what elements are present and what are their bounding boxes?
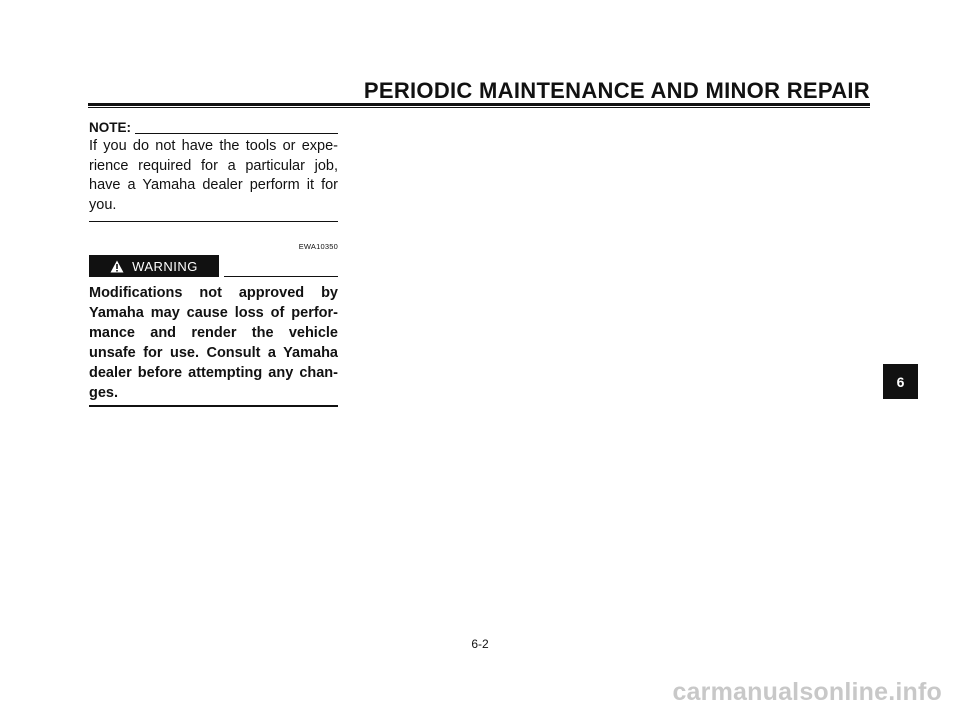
warning-badge-label: WARNING	[132, 258, 198, 274]
warning-code: EWA10350	[298, 242, 338, 251]
warning-line: mance and render the vehicle	[89, 325, 338, 341]
warning-line: Yamaha may cause loss of perfor-	[89, 305, 338, 321]
warning-line: ges.	[89, 385, 119, 401]
warning-body	[89, 283, 338, 403]
note-line: rience required for a particular job,	[89, 157, 338, 174]
note-heading-rule	[135, 133, 338, 134]
note-block	[89, 118, 338, 222]
header-rule	[88, 103, 870, 106]
note-line: If you do not have the tools or expe-	[89, 138, 338, 154]
warning-heading-rule	[224, 276, 338, 278]
warning-badge	[89, 255, 219, 277]
note-end-rule	[89, 221, 338, 222]
warning-line: unsafe for use. Consult a Yamaha	[89, 345, 338, 361]
warning-line: dealer before attempting any chan-	[89, 365, 338, 381]
note-heading	[89, 118, 338, 136]
warning-heading	[89, 255, 338, 277]
content-column	[89, 118, 338, 407]
chapter-tab[interactable]: 6	[883, 364, 918, 399]
page-number: 6-2	[471, 637, 489, 651]
warning-line: Modifications not approved by	[89, 285, 338, 301]
watermark: carmanualsonline.info	[672, 678, 942, 706]
warning-triangle-icon	[110, 260, 124, 273]
note-line: have a Yamaha dealer perform it for	[89, 177, 338, 193]
header-rule-thin	[88, 107, 870, 108]
page-title: PERIODIC MAINTENANCE AND MINOR REPAIR	[363, 78, 870, 103]
warning-end-rule	[89, 405, 338, 407]
note-label: NOTE:	[89, 120, 131, 135]
warning-block	[89, 242, 338, 407]
note-body	[89, 137, 338, 215]
note-line: you.	[89, 196, 117, 213]
